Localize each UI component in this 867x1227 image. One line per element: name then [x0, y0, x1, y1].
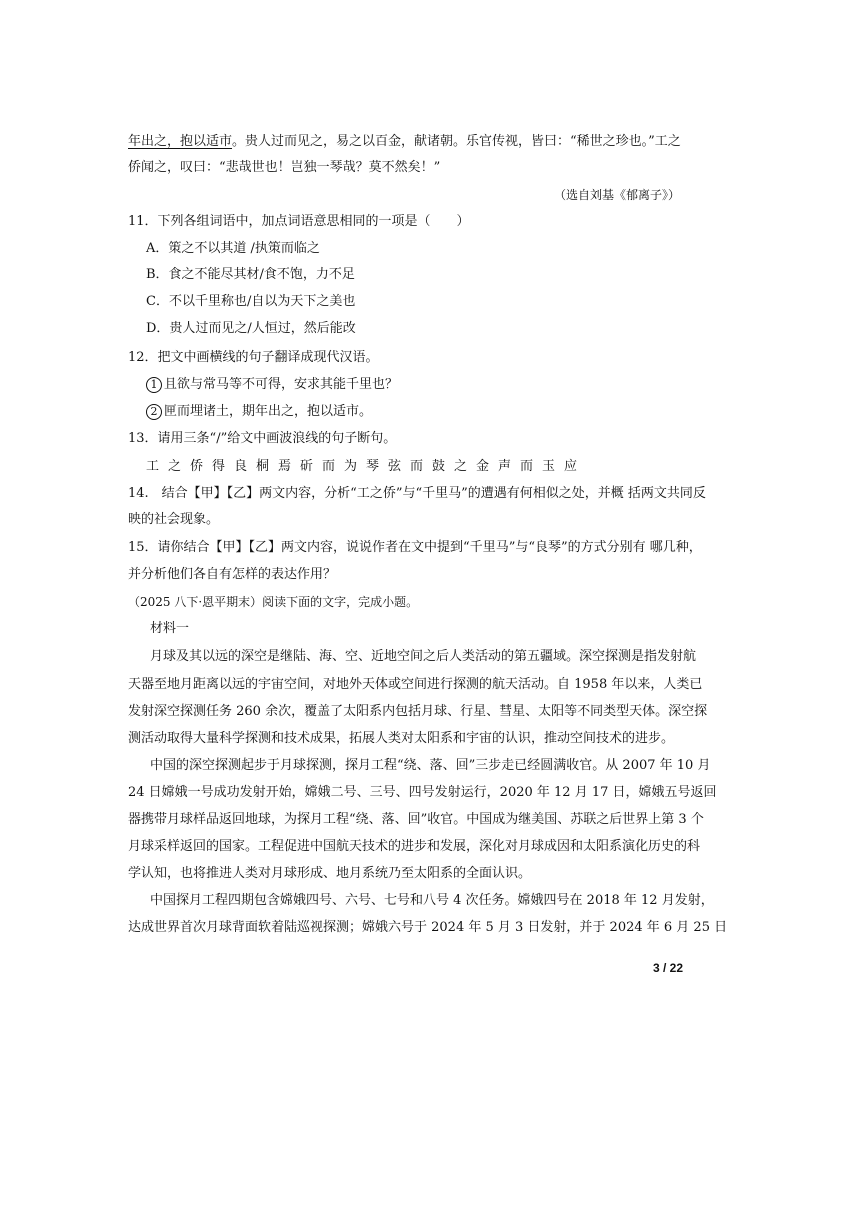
question-11-option-b: B．食之不能尽其材/食不饱，力不足	[146, 267, 355, 282]
passage-source: （选自刘基《郁离子》）	[553, 188, 680, 202]
paragraph-3-line: 达成世界首次月球背面软着陆巡视探测；嫦娥六号于 2024 年 5 月 3 日发射，并于 2024 年 6 月 25 日	[128, 920, 728, 935]
question-12-item-2	[146, 403, 372, 421]
paragraph-2-line: 24 日嫦娥一号成功发射开始，嫦娥二号、三号、四号发射运行，2020 年 12 月 17 日，嫦娥五号返回	[128, 785, 717, 800]
paragraph-1-line: 天器至地月距离以远的宇宙空间，对地外天体或空间进行探测的航天活动。自 1958 年以来，人类已	[128, 677, 703, 692]
question-13-sentence: 工之侨得良桐焉斫而为琴弦而鼓之金声而玉应	[146, 459, 587, 474]
circled-number: 1	[146, 377, 162, 393]
question-11-option-d: D．贵人过而见之/人恒过，然后能改	[146, 321, 356, 336]
question-11-option-a: A．策之不以其道 /执策而临之	[146, 241, 320, 256]
question-12-stem: 12．把文中画横线的句子翻译成现代汉语。	[128, 350, 379, 365]
paragraph-2-line: 学认知，也将推进人类对月球形成、地月系统乃至太阳系的全面认识。	[128, 866, 532, 881]
item-text: 且欲与常马等不可得，安求其能千里也？	[164, 377, 399, 392]
question-15-line-2: 并分析他们各自有怎样的表达作用？	[128, 567, 337, 582]
item-text: 匣而埋诸土，期年出之，抱以适市。	[164, 404, 373, 419]
question-14-line-2: 映的社会现象。	[128, 512, 220, 527]
circled-number: 2	[146, 404, 162, 420]
paragraph-3-line: 中国探月工程四期包含嫦娥四号、六号、七号和八号 4 次任务。嫦娥四号在 2018 年 12 月发射，	[150, 893, 714, 908]
paragraph-1-line: 发射深空探测任务 260 余次，覆盖了太阳系内包括月球、行星、彗星、太阳等不同类型天体。深空探	[128, 704, 708, 719]
underlined-sentence: 年出之，抱以适市	[128, 134, 233, 149]
question-14-line-1: 14. 结合【甲】【乙】两文内容，分析“工之侨”与“千里马”的遭遇有何相似之处，并概 括两文共同反	[128, 486, 706, 501]
question-12-item-1	[146, 376, 398, 394]
exam-source: （2025 八下·恩平期末）阅读下面的文字，完成小题。	[128, 595, 419, 609]
passage-line-2: 侨闻之，叹曰：“悲哉世也！岂独一琴哉？莫不然矣！”	[128, 160, 441, 175]
material-title: 材料一	[150, 621, 190, 636]
question-13-stem: 13．请用三条“/”给文中画波浪线的句子断句。	[128, 431, 397, 446]
passage-line-1	[128, 133, 681, 151]
paragraph-2-line: 中国的深空探测起步于月球探测，探月工程“绕、落、回”三步走已经圆满收官。从 2007 年 10 月	[150, 758, 711, 773]
paragraph-1-line: 月球及其以远的深空是继陆、海、空、近地空间之后人类活动的第五疆域。深空探测是指发射航	[150, 649, 697, 664]
paragraph-2-line: 月球采样返回的国家。工程促进中国航天技术的进步和发展，深化对月球成因和太阳系演化历史的科	[128, 839, 701, 854]
paragraph-1-line: 测活动取得大量科学探测和技术成果，拓展人类对太阳系和宇宙的认识，推动空间技术的进步。	[128, 731, 675, 746]
page-number: 3 / 22	[652, 961, 683, 975]
paragraph-2-line: 器携带月球样品返回地球，为探月工程“绕、落、回”收官。中国成为继美国、苏联之后世界上第 3 个	[128, 812, 704, 827]
question-15-line-1: 15．请你结合【甲】【乙】两文内容，说说作者在文中提到“千里马”与“良琴”的方式分别有 哪几种，	[128, 540, 702, 555]
question-11-option-c: C．不以千里称也/自以为天下之美也	[146, 294, 356, 309]
question-11-stem: 11．下列各组词语中，加点词语意思相同的一项是（ ）	[128, 214, 470, 229]
passage-text: 。贵人过而见之，易之以百金，献诸朝。乐官传视，皆曰：“稀世之珍也。”工之	[232, 134, 681, 149]
